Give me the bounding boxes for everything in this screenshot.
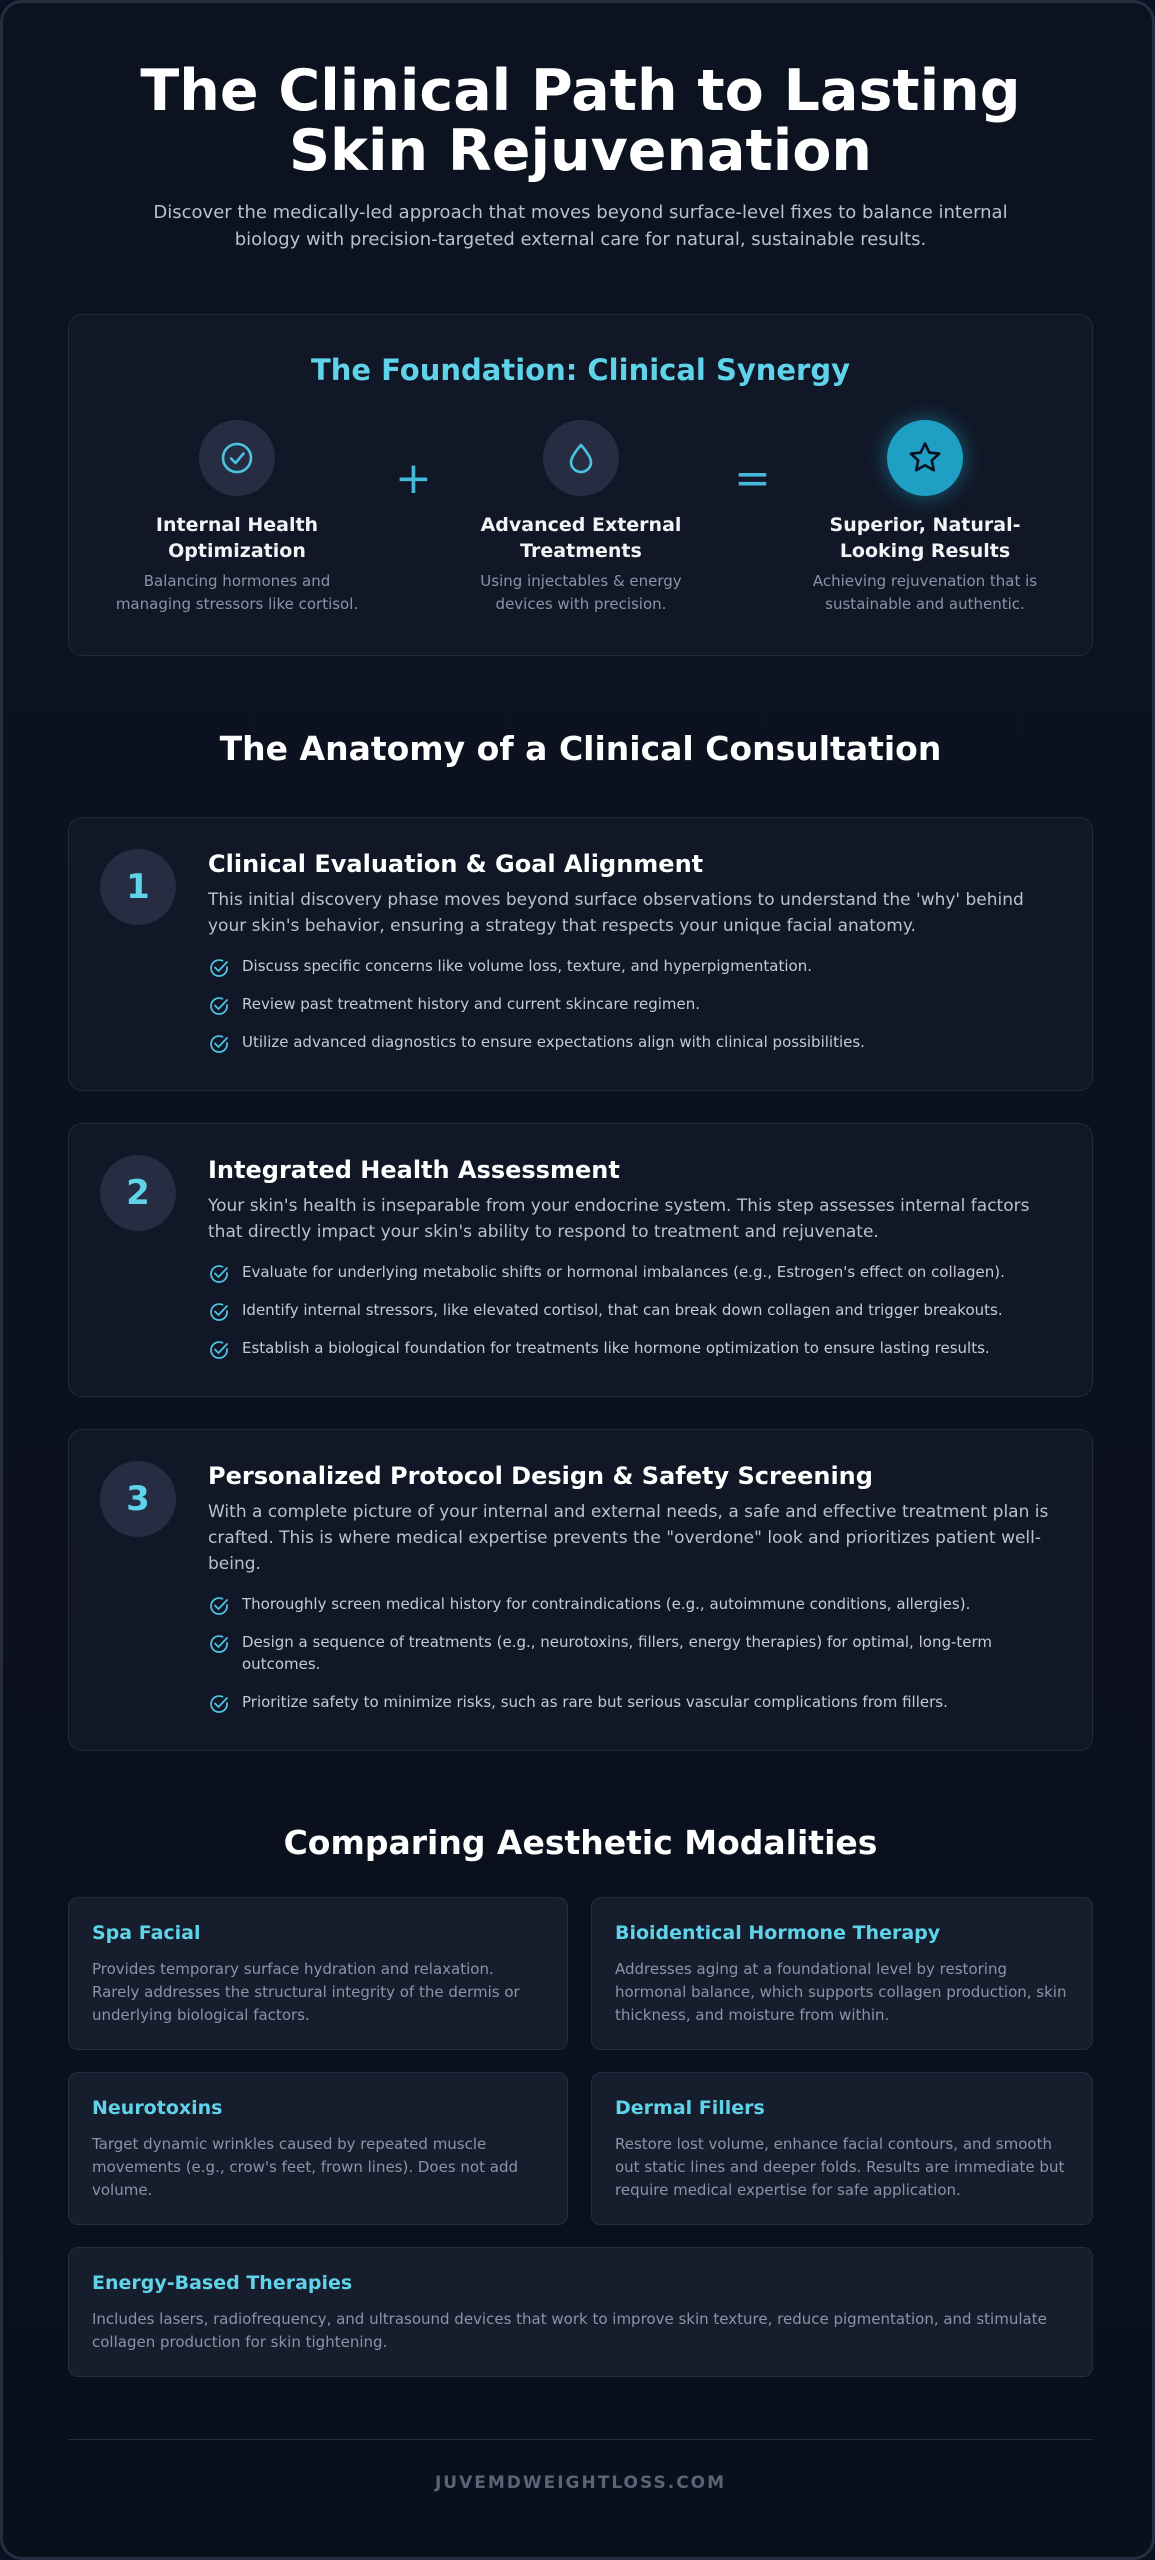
- checklist-text: Establish a biological foundation for treatments like hormone optimization to ensure lasting results.: [242, 1339, 990, 1357]
- modality-card-neurotoxins: [68, 2072, 568, 2225]
- check-circle-icon: [208, 957, 230, 979]
- step-card-2: [68, 1123, 1093, 1397]
- modality-description: Restore lost volume, enhance facial contours, and smooth out static lines and deeper folds. Results are immediate but require medical expertise for safe application.: [615, 2135, 1065, 2199]
- check-circle-icon: [208, 1339, 230, 1361]
- step-body: [208, 849, 1053, 1069]
- check-circle-icon: [199, 420, 275, 496]
- consultation-title: The Anatomy of a Clinical Consultation: [219, 729, 942, 768]
- checklist-text: Discuss specific concerns like volume loss, texture, and hyperpigmentation.: [242, 957, 812, 975]
- droplet-icon: [543, 420, 619, 496]
- check-circle-icon: [208, 1033, 230, 1055]
- check-circle-icon: [208, 1595, 230, 1617]
- modality-description: Addresses aging at a foundational level by restoring hormonal balance, which supports collagen production, skin thickness, and moisture from within.: [615, 1960, 1067, 2024]
- check-circle-icon: [208, 1263, 230, 1285]
- pillar-external-treatments: [431, 420, 731, 616]
- modalities-title: Comparing Aesthetic Modalities: [283, 1823, 878, 1862]
- modality-card-energy-therapies: [68, 2247, 1093, 2377]
- checklist-item: [208, 1261, 1053, 1283]
- modality-description: Includes lasers, radiofrequency, and ultrasound devices that work to improve skin texture, reduce pigmentation, and stimulate collagen production for skin tightening.: [92, 2310, 1047, 2351]
- foundation-card: [68, 314, 1093, 656]
- check-circle-icon: [208, 1693, 230, 1715]
- step-lead: This initial discovery phase moves beyond surface observations to understand the 'why' behind your skin's behavior, ensuring a strategy that respects your unique facial anatomy.: [208, 890, 1024, 936]
- step-lead: Your skin's health is inseparable from your endocrine system. This step assesses internal factors that directly impact your skin's ability to respond to treatment and rejuvenate.: [208, 1196, 1030, 1242]
- pillar-results: [775, 420, 1075, 616]
- checklist-text: Identify internal stressors, like elevated cortisol, that can break down collagen and trigger breakouts.: [242, 1301, 1003, 1319]
- equals-operator: =: [734, 453, 771, 504]
- checklist-item: [208, 1299, 1053, 1321]
- modality-description: Target dynamic wrinkles caused by repeated muscle movements (e.g., crow's feet, frown lines). Does not add volume.: [92, 2135, 518, 2199]
- checklist-text: Review past treatment history and current skincare regimen.: [242, 995, 701, 1013]
- checklist-item: [208, 1031, 1053, 1053]
- step-title: Clinical Evaluation & Goal Alignment: [208, 850, 704, 878]
- checklist-text: Evaluate for underlying metabolic shifts or hormonal imbalances (e.g., Estrogen's effect on collagen).: [242, 1263, 1005, 1281]
- footer-divider: [68, 2439, 1093, 2440]
- step-title: Personalized Protocol Design & Safety Screening: [208, 1462, 873, 1490]
- check-circle-icon: [208, 1301, 230, 1323]
- modality-title: Neurotoxins: [92, 2097, 223, 2119]
- modality-description: Provides temporary surface hydration and relaxation. Rarely addresses the structural integrity of the dermis or underlying biological factors.: [92, 1960, 520, 2024]
- checklist-item: [208, 955, 1053, 977]
- hero: [63, 58, 1098, 253]
- modality-title: Bioidentical Hormone Therapy: [615, 1922, 941, 1944]
- step-title: Integrated Health Assessment: [208, 1156, 620, 1184]
- checklist-item: [208, 1593, 1053, 1615]
- pillar-internal-health: [87, 420, 387, 616]
- step-checklist: [208, 1261, 1053, 1359]
- checklist-item: [208, 1691, 1053, 1713]
- check-circle-icon: [208, 995, 230, 1017]
- pillar-description: Achieving rejuvenation that is sustainable and authentic.: [812, 572, 1038, 613]
- footer-site: JUVEMDWEIGHTLOSS.COM: [434, 2473, 727, 2493]
- step-body: [208, 1461, 1053, 1729]
- modality-title: Spa Facial: [92, 1922, 201, 1944]
- star-icon: [887, 420, 963, 496]
- modality-title: Dermal Fillers: [615, 2097, 765, 2119]
- pillar-title: Internal Health Optimization: [155, 514, 319, 562]
- checklist-item: [208, 1631, 1053, 1675]
- checklist-text: Design a sequence of treatments (e.g., neurotoxins, fillers, energy therapies) for optimal, long-term outcomes.: [242, 1633, 993, 1673]
- page-title: The Clinical Path to Lasting Skin Rejuvenation: [140, 58, 1021, 184]
- pillar-description: Balancing hormones and managing stressors like cortisol.: [115, 572, 359, 613]
- step-card-3: [68, 1429, 1093, 1751]
- plus-operator: +: [395, 453, 432, 504]
- checklist-text: Thoroughly screen medical history for contraindications (e.g., autoimmune conditions, allergies).: [242, 1595, 971, 1613]
- step-card-1: [68, 817, 1093, 1091]
- modality-title: Energy-Based Therapies: [92, 2272, 353, 2294]
- pillar-title: Advanced External Treatments: [480, 514, 682, 562]
- check-circle-icon: [208, 1633, 230, 1655]
- step-checklist: [208, 1593, 1053, 1713]
- step-number: 1: [100, 849, 176, 925]
- page-subtitle: Discover the medically-led approach that moves beyond surface-level fixes to balance internal biology with precision-targeted external care for natural, sustainable results.: [153, 202, 1008, 250]
- modality-card-dermal-fillers: [591, 2072, 1093, 2225]
- checklist-text: Utilize advanced diagnostics to ensure expectations align with clinical possibilities.: [242, 1033, 865, 1051]
- pillar-description: Using injectables & energy devices with precision.: [480, 572, 682, 613]
- checklist-item: [208, 993, 1053, 1015]
- checklist-item: [208, 1337, 1053, 1359]
- modality-card-hormone-therapy: [591, 1897, 1093, 2050]
- foundation-title: The Foundation: Clinical Synergy: [310, 353, 851, 387]
- step-body: [208, 1155, 1053, 1375]
- step-number: 2: [100, 1155, 176, 1231]
- checklist-text: Prioritize safety to minimize risks, such as rare but serious vascular complications from fillers.: [242, 1693, 948, 1711]
- pillar-title: Superior, Natural-Looking Results: [829, 514, 1021, 562]
- step-lead: With a complete picture of your internal and external needs, a safe and effective treatment plan is crafted. This is where medical expertise prevents the "overdone" look and prioritizes patient well-being.: [208, 1502, 1049, 1574]
- step-checklist: [208, 955, 1053, 1053]
- step-number: 3: [100, 1461, 176, 1537]
- modality-card-spa-facial: [68, 1897, 568, 2050]
